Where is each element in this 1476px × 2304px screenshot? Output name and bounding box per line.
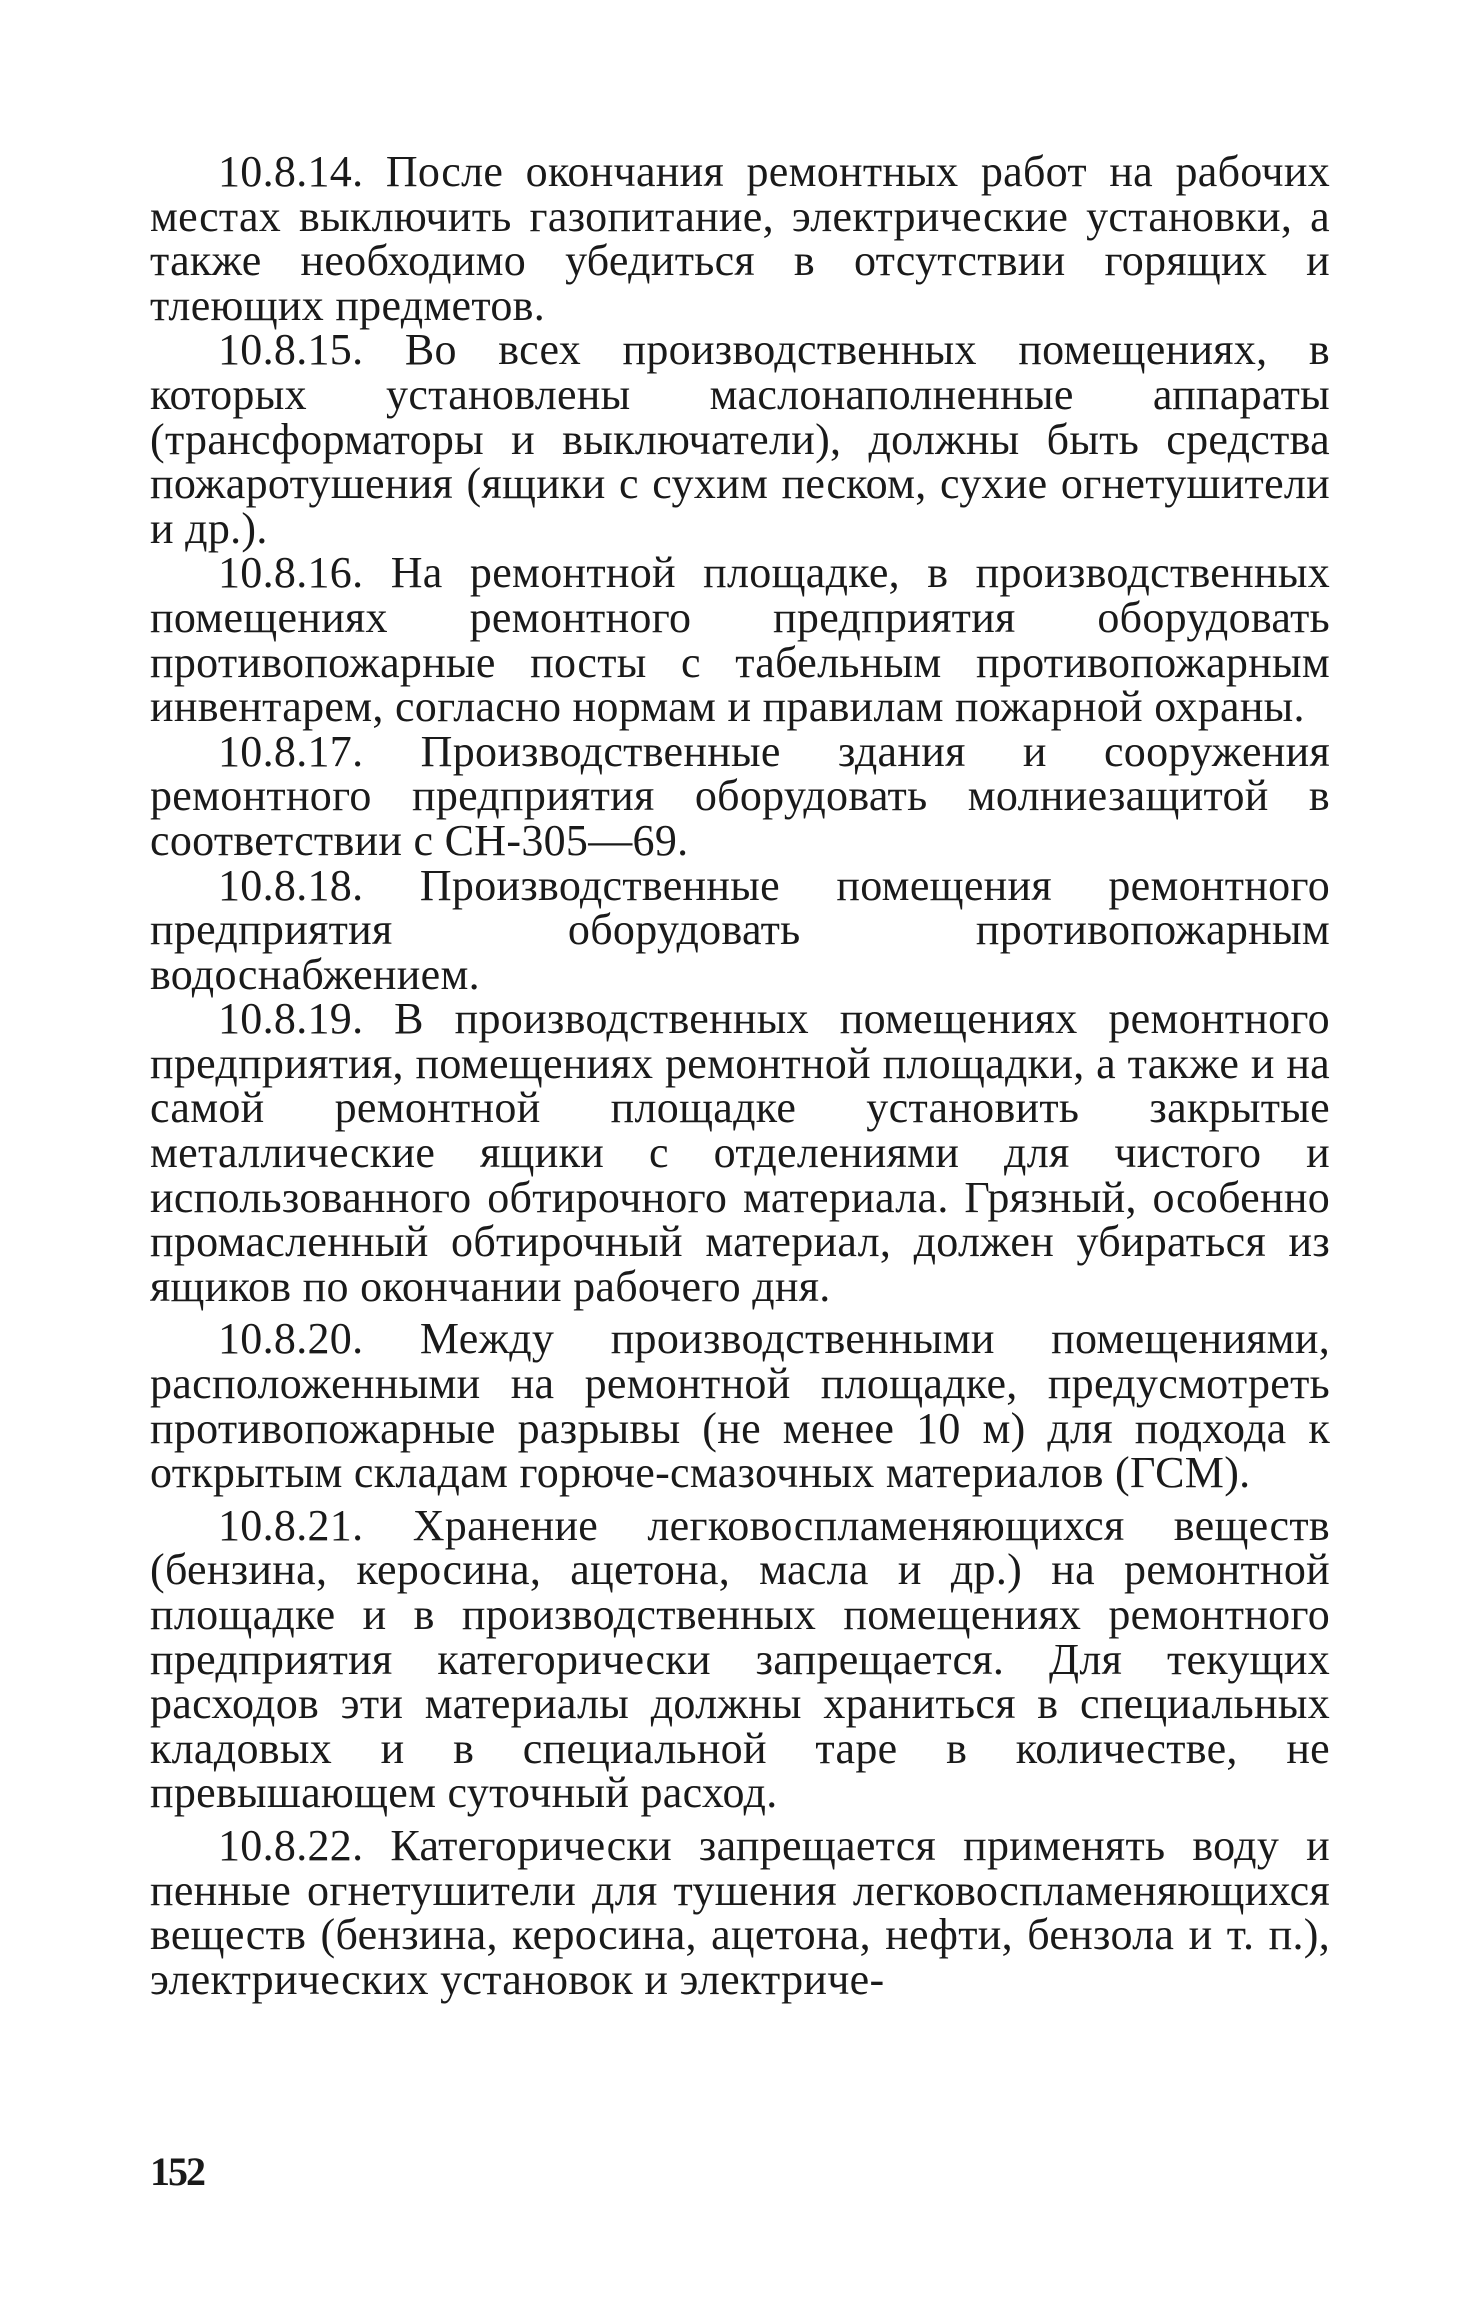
- paragraph-10-8-17: 10.8.17. Производственные здания и сооружения ремонтного предприятия оборудовать молниезащитой в соответствии с СН-305—69.: [150, 726, 1330, 865]
- page-text-block: [150, 147, 1330, 2004]
- paragraph-10-8-21: 10.8.21. Хранение легковоспламеняющихся веществ (бензина, керосина, ацетона, масла и др.) на ремонтной площадке и в производственных помещениях ремонтного предприятия категорически запрещается. Для текущих расходов эти материалы должны храниться в специальных кладовых и в специальной таре в количестве, не превышающем суточный расход.: [150, 1500, 1330, 1818]
- paragraph-10-8-20: 10.8.20. Между производственными помещениями, расположенными на ремонтной площадке, предусмотреть противопожарные разрывы (не менее 10 м) для подхода к открытым складам горюче-смазочных материалов (ГСМ).: [150, 1314, 1330, 1498]
- paragraph-10-8-18: 10.8.18. Производственные помещения ремонтного предприятия оборудовать противопожарным водоснабжением.: [150, 860, 1330, 999]
- paragraph-10-8-16: 10.8.16. На ремонтной площадке, в производственных помещениях ремонтного предприятия оборудовать противопожарные посты с табельным противопожарным инвентарем, согласно нормам и правилам пожарной охраны.: [150, 548, 1330, 732]
- page-number: 152: [150, 2149, 204, 2194]
- paragraph-10-8-15: 10.8.15. Во всех производственных помещениях, в которых установлены маслонаполненные аппараты (трансформаторы и выключатели), должны быть средства пожаротушения (ящики с сухим песком, сухие огнетушители и др.).: [150, 325, 1330, 553]
- paragraph-10-8-19: 10.8.19. В производственных помещениях ремонтного предприятия, помещениях ремонтной площадки, а также и на самой ремонтной площадке установить закрытые металлические ящики с отделениями для чистого и использованного обтирочного материала. Грязный, особенно промасленный обтирочный материал, должен убираться из ящиков по окончании рабочего дня.: [150, 994, 1330, 1311]
- paragraph-10-8-22: 10.8.22. Категорически запрещается применять воду и пенные огнетушители для тушения легковоспламеняющихся веществ (бензина, керосина, ацетона, нефти, бензола и т. п.), электрических установок и электриче-: [150, 1820, 1330, 2004]
- paragraph-10-8-14: 10.8.14. После окончания ремонтных работ на рабочих местах выключить газопитание, электрические установки, а также необходимо убедиться в отсутствии горящих и тлеющих предметов.: [150, 147, 1330, 330]
